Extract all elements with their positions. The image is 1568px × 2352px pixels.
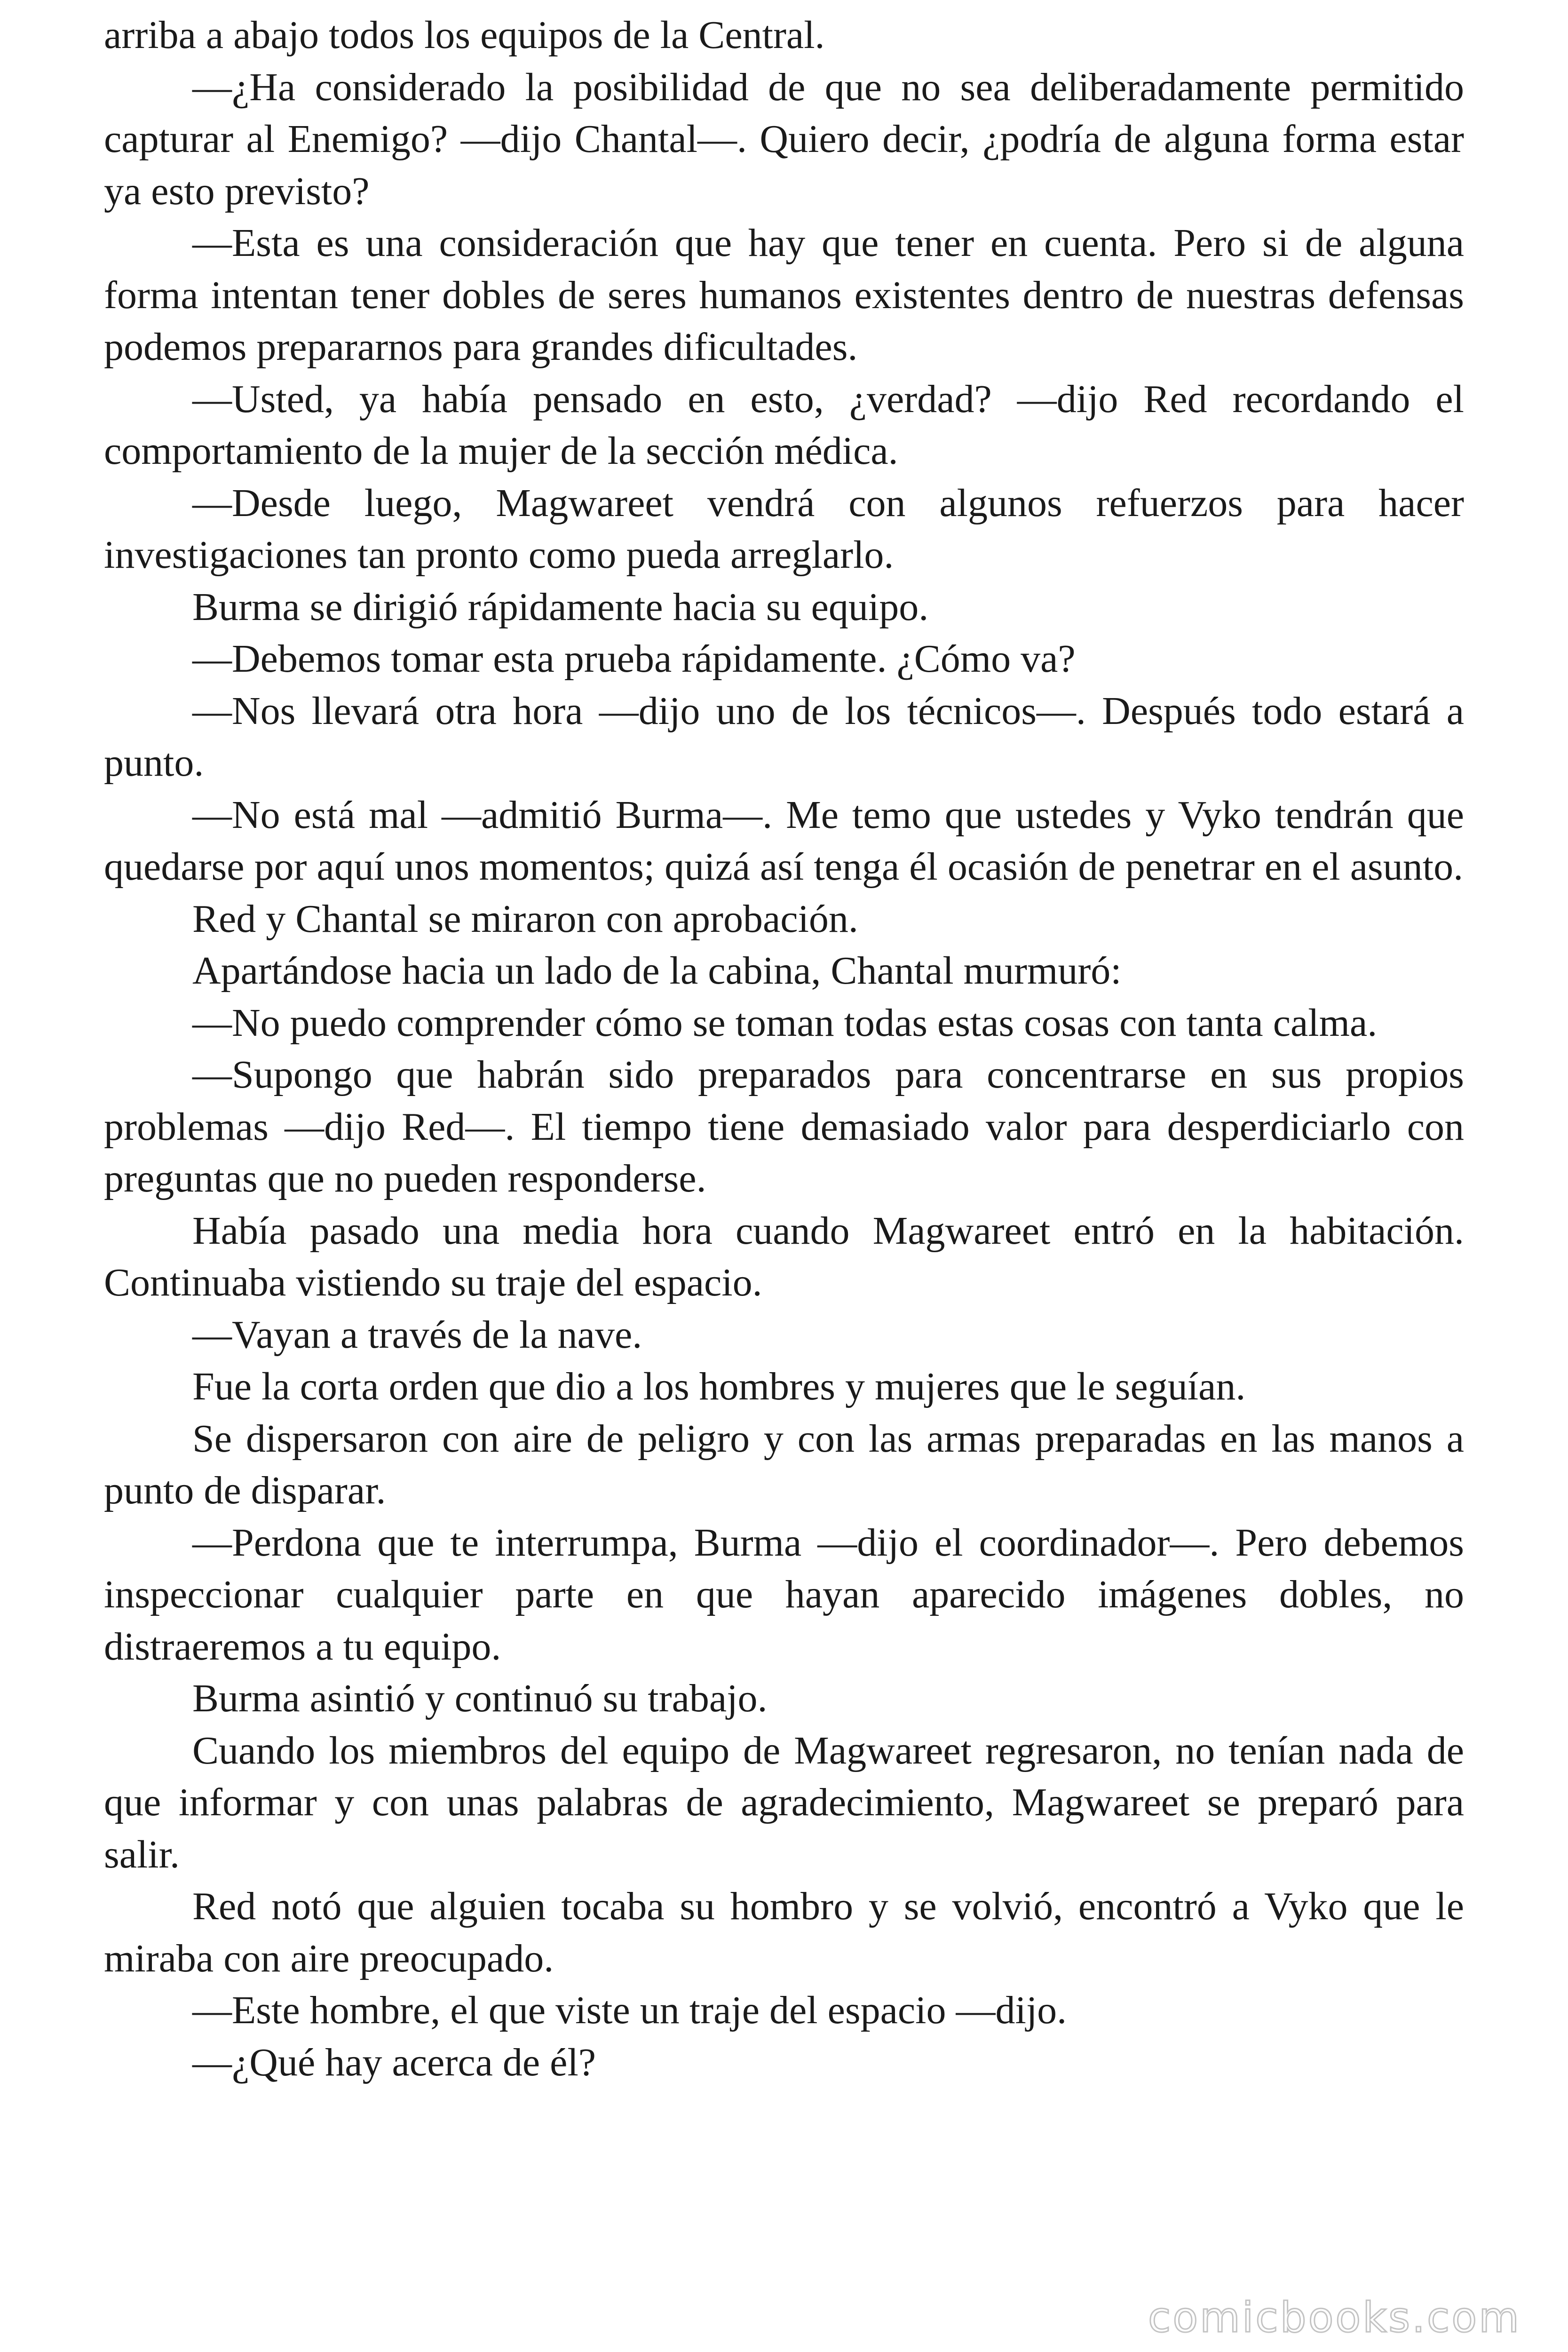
paragraph: Red notó que alguien tocaba su hombro y se volvió, encontró a Vyko que le miraba con aire preocupado.: [104, 1884, 1464, 1980]
paragraph: Se dispersaron con aire de peligro y con las armas preparadas en las manos a punto de disparar.: [104, 1416, 1464, 1512]
paragraph: —Debemos tomar esta prueba rápidamente. ¿Cómo va?: [192, 637, 1076, 681]
paragraph: —Nos llevará otra hora —dijo uno de los técnicos—. Después todo estará a punto.: [104, 689, 1464, 785]
paragraph: —No está mal —admitió Burma—. Me temo que ustedes y Vyko tendrán que quedarse por aquí unos momentos; quizá así tenga él ocasión de penetrar en el asunto.: [104, 793, 1464, 889]
paragraph: Burma asintió y continuó su trabajo.: [192, 1677, 768, 1720]
paragraph: —Desde luego, Magwareet vendrá con algunos refuerzos para hacer investigaciones tan pronto como pueda arreglarlo.: [104, 481, 1464, 577]
paragraph: —Perdona que te interrumpa, Burma —dijo el coordinador—. Pero debemos inspeccionar cualquier parte en que hayan aparecido imágenes dobles, no distraeremos a tu equipo.: [104, 1520, 1464, 1669]
paragraph: Apartándose hacia un lado de la cabina, Chantal murmuró:: [192, 949, 1122, 993]
paragraph: Había pasado una media hora cuando Magwareet entró en la habitación. Continuaba vistiendo su traje del espacio.: [104, 1208, 1464, 1304]
paragraph: —Usted, ya había pensado en esto, ¿verdad? —dijo Red recordando el comportamiento de la mujer de la sección médica.: [104, 377, 1464, 473]
page-text: [104, 9, 1464, 2089]
paragraph: —Esta es una consideración que hay que tener en cuenta. Pero si de alguna forma intentan tener dobles de seres humanos existentes dentro de nuestras defensas podemos prepararnos para grandes dificultades.: [104, 221, 1464, 369]
paragraph: —¿Ha considerado la posibilidad de que no sea deliberadamente permitido capturar al Enemigo? —dijo Chantal—. Quiero decir, ¿podría de alguna forma estar ya esto previsto?: [104, 65, 1464, 213]
paragraph: —No puedo comprender cómo se toman todas estas cosas con tanta calma.: [192, 1001, 1378, 1045]
paragraph: —¿Qué hay acerca de él?: [192, 2040, 596, 2084]
paragraph: Red y Chantal se miraron con aprobación.: [192, 897, 858, 941]
paragraph: —Supongo que habrán sido preparados para concentrarse en sus propios problemas —dijo Red—. El tiempo tiene demasiado valor para desperdiciarlo con preguntas que no pueden responderse.: [104, 1053, 1464, 1200]
paragraph: —Este hombre, el que viste un traje del espacio —dijo.: [192, 1988, 1067, 2032]
watermark: comicbooks.com: [1148, 2293, 1521, 2342]
paragraph: Burma se dirigió rápidamente hacia su equipo.: [192, 585, 929, 629]
paragraph: Fue la corta orden que dio a los hombres y mujeres que le seguían.: [192, 1365, 1246, 1408]
paragraph: —Vayan a través de la nave.: [192, 1312, 642, 1357]
paragraph: arriba a abajo todos los equipos de la Central.: [104, 13, 825, 57]
paragraph: Cuando los miembros del equipo de Magwareet regresaron, no tenían nada de que informar y con unas palabras de agradecimiento, Magwareet se preparó para salir.: [104, 1728, 1464, 1876]
